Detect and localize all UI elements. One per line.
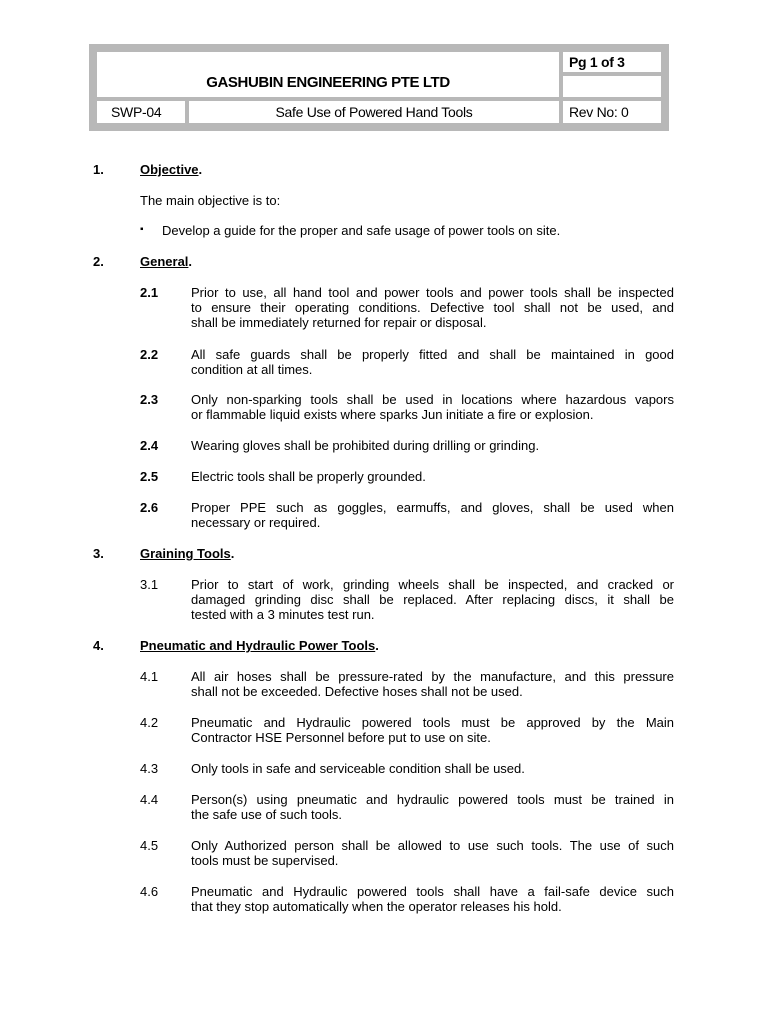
page-blank-cell: [563, 76, 661, 97]
item-text: [191, 792, 674, 822]
item-line: or flammable liquid exists where sparks Jun initiate a fire or explosion.: [191, 407, 594, 422]
section-title: Pneumatic and Hydraulic Power Tools.: [140, 638, 379, 653]
item-line: to ensure their operating conditions. Defective tool shall not be used, and: [191, 300, 674, 315]
doc-title-text: Safe Use of Powered Hand Tools: [275, 104, 473, 120]
item-line: condition at all times.: [191, 362, 313, 377]
item-number: 4.5: [140, 838, 159, 853]
document-header-table: [89, 44, 669, 131]
item-line: Prior to start of work, grinding wheels shall be inspected, and cracked or: [191, 577, 674, 592]
section-title: Graining Tools.: [140, 546, 235, 561]
doc-code: [97, 101, 185, 123]
objective-intro: The main objective is to:: [140, 193, 281, 208]
bullet-text: Develop a guide for the proper and safe usage of power tools on site.: [162, 223, 561, 238]
section-title: Objective.: [140, 162, 203, 177]
item-line: Contractor HSE Personnel before put to use on site.: [191, 730, 491, 745]
item-line: the safe use of such tools.: [191, 807, 343, 822]
section-number: 4.: [93, 638, 104, 653]
company-name: [97, 52, 559, 97]
doc-code-text: SWP-04: [111, 104, 162, 120]
item-line: Person(s) using pneumatic and hydraulic powered tools must be trained in: [191, 792, 674, 807]
item-text: [191, 469, 674, 484]
item-number: 4.4: [140, 792, 159, 807]
section-number: 2.: [93, 254, 104, 269]
item-line: Only Authorized person shall be allowed to use such tools. The use of such: [191, 838, 674, 853]
item-number: 4.3: [140, 761, 159, 776]
bullet-square-icon: ▪: [140, 224, 144, 235]
item-line: Only tools in safe and serviceable condition shall be used.: [191, 761, 525, 776]
section-general-heading: [0, 254, 768, 269]
item-text: [191, 438, 674, 453]
item-line: All safe guards shall be properly fitted and shall be maintained in good: [191, 347, 674, 362]
section-title-text: Graining Tools: [140, 546, 231, 561]
item-number: 4.1: [140, 669, 159, 684]
item-text: [191, 500, 674, 530]
item-line: tools must be supervised.: [191, 853, 339, 868]
revision-number-text: Rev No: 0: [569, 104, 629, 120]
item-line: Wearing gloves shall be prohibited during drilling or grinding.: [191, 438, 540, 453]
section-number: 3.: [93, 546, 104, 561]
item-line: necessary or required.: [191, 515, 321, 530]
item-number: 4.2: [140, 715, 159, 730]
item-number: 2.3: [140, 392, 159, 407]
item-line: Pneumatic and Hydraulic powered tools shall have a fail-safe device such: [191, 884, 674, 899]
item-text: [191, 761, 674, 776]
item-line: damaged grinding disc shall be replaced. After replacing discs, it shall be: [191, 592, 674, 607]
item-line: that they stop automatically when the operator releases his hold.: [191, 899, 562, 914]
section-pneumatic-heading: [0, 638, 768, 653]
item-text: [191, 577, 674, 622]
page-number: [563, 52, 661, 72]
item-text: [191, 715, 674, 745]
section-objective-heading: [0, 162, 768, 177]
item-number: 2.1: [140, 285, 159, 300]
revision-number: [563, 101, 661, 123]
item-line: Pneumatic and Hydraulic powered tools must be approved by the Main: [191, 715, 674, 730]
item-line: All air hoses shall be pressure-rated by the manufacture, and this pressure: [191, 669, 674, 684]
item-number: 2.6: [140, 500, 159, 515]
item-line: tested with a 3 minutes test run.: [191, 607, 375, 622]
item-text: [191, 884, 674, 914]
section-title-text: Objective: [140, 162, 199, 177]
doc-title: [189, 101, 559, 123]
item-number: 4.6: [140, 884, 159, 899]
item-text: [191, 838, 674, 868]
section-title-text: General: [140, 254, 189, 269]
item-line: Electric tools shall be properly grounded.: [191, 469, 426, 484]
item-line: Prior to use, all hand tool and power tools and power tools shall be inspected: [191, 285, 674, 300]
item-text: [191, 669, 674, 699]
item-text: [191, 347, 674, 377]
item-text: [191, 392, 674, 422]
section-number: 1.: [93, 162, 104, 177]
item-line: shall be immediately returned for repair or disposal.: [191, 315, 487, 330]
section-title-text: Pneumatic and Hydraulic Power Tools: [140, 638, 376, 653]
item-line: Proper PPE such as goggles, earmuffs, and gloves, shall be used when: [191, 500, 674, 515]
item-number: 2.4: [140, 438, 159, 453]
company-name-text: GASHUBIN ENGINEERING PTE LTD: [206, 74, 450, 91]
item-number: 2.2: [140, 347, 159, 362]
item-number: 3.1: [140, 577, 159, 592]
item-line: shall not be exceeded. Defective hoses shall not be used.: [191, 684, 523, 699]
item-number: 2.5: [140, 469, 159, 484]
page-number-text: Pg 1 of 3: [569, 54, 625, 70]
item-text: [191, 285, 674, 330]
item-line: Only non-sparking tools shall be used in locations where hazardous vapors: [191, 392, 674, 407]
section-title: General.: [140, 254, 193, 269]
section-graining-tools-heading: [0, 546, 768, 561]
